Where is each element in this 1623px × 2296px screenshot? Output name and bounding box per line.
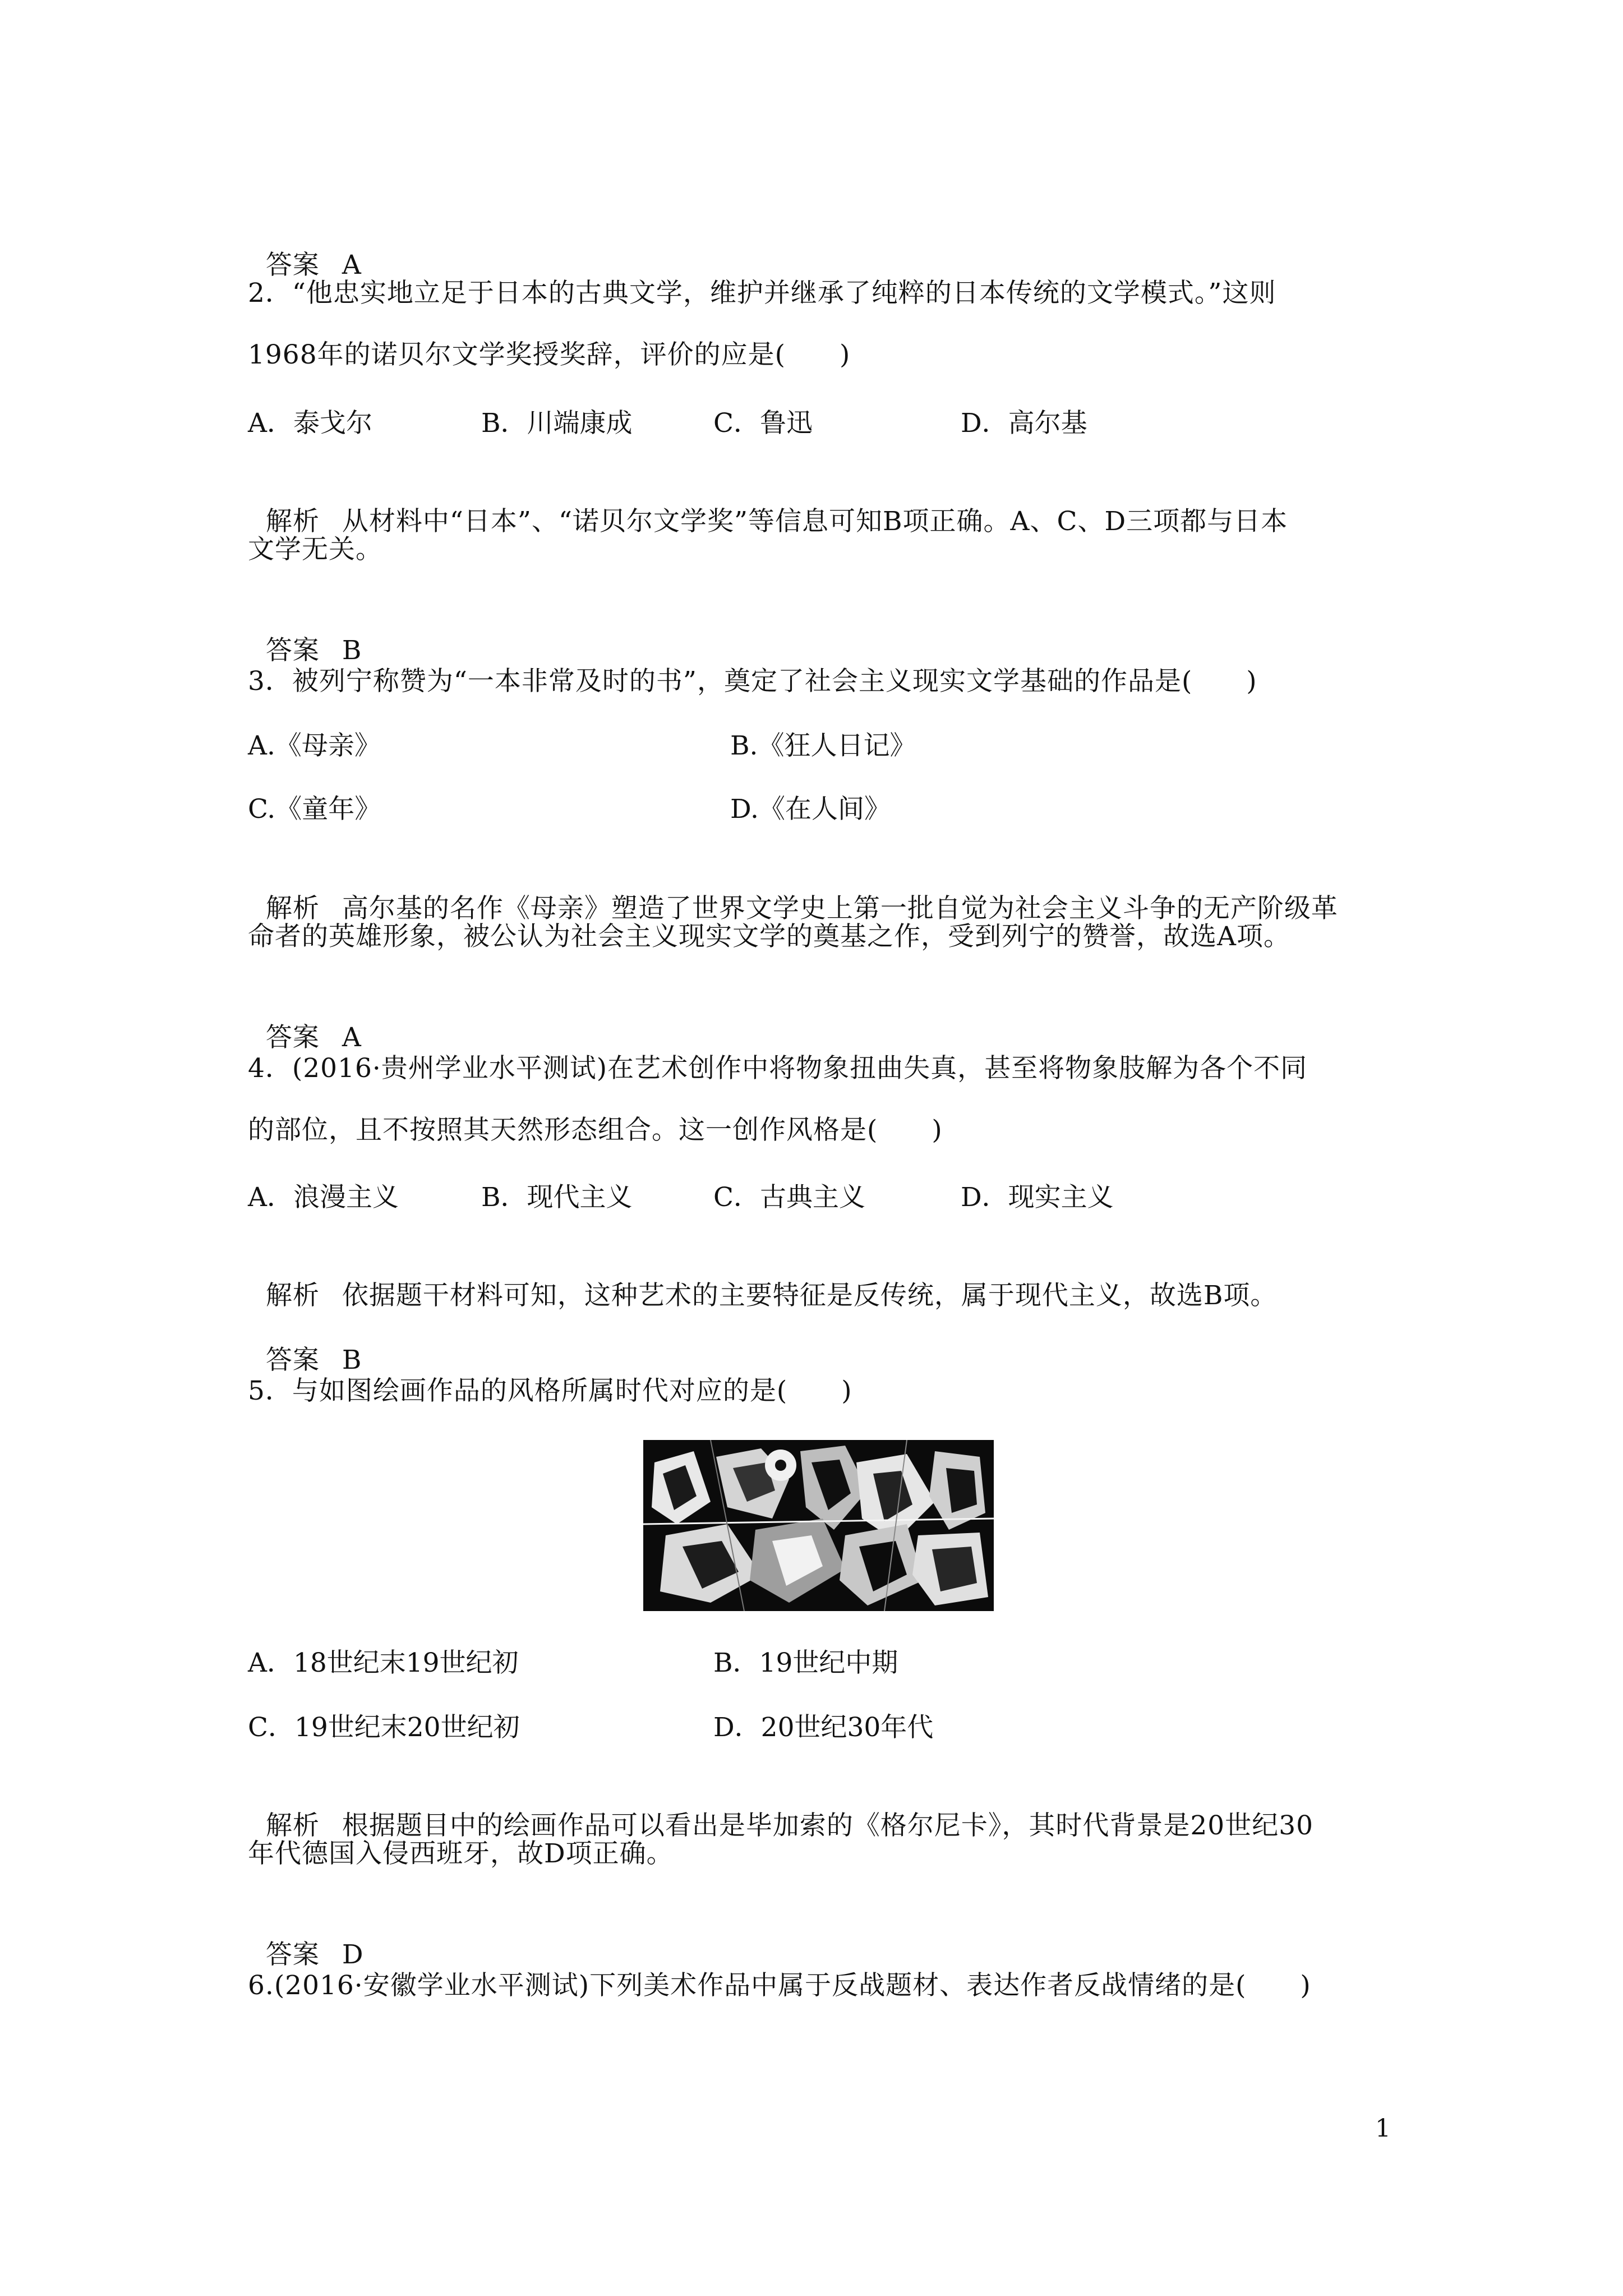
answer-value: A [342,1022,362,1053]
answer-value: A [342,250,362,280]
analysis-label: 解析 [265,1810,320,1841]
q5-option-d: D．20世纪30年代 [713,1712,934,1743]
q4-analysis-line1 [248,1245,1277,1313]
analysis-text: 从材料中“日本”、“诺贝尔文学奖”等信息可知B项正确。A、C、D三项都与日本 [342,506,1288,537]
q5-option-a: A．18世纪末19世纪初 [248,1648,519,1678]
q3-answer [248,987,362,1055]
q1-answer [248,215,362,282]
q6-stem-line1: 6.(2016·安徽学业水平测试)下列美术作品中属于反战题材、表达作者反战情绪的是( ) [248,1970,1311,2001]
answer-label: 答案 [265,1022,320,1053]
q5-answer [248,1904,364,1972]
q3-option-d: D.《在人间》 [730,794,891,825]
q3-option-a: A.《母亲》 [248,730,381,761]
q2-option-a: A．泰戈尔 [248,408,372,439]
q3-analysis-line1 [248,858,1338,926]
q4-option-c: C．古典主义 [713,1182,865,1213]
q3-analysis-line2: 命者的英雄形象，被公认为社会主义现实文学的奠基之作，受到列宁的赞誉，故选A项。 [248,921,1290,952]
q3-option-c: C.《童年》 [248,794,381,825]
analysis-label: 解析 [265,1280,320,1311]
answer-value: B [342,635,362,666]
analysis-text: 高尔基的名作《母亲》塑造了世界文学史上第一批自觉为社会主义斗争的无产阶级革 [342,893,1338,924]
q2-stem-line2: 1968年的诺贝尔文学奖授奖辞，评价的应是( ) [248,339,851,370]
answer-value: D [342,1939,364,1970]
q5-analysis-line2: 年代德国入侵西班牙，故D项正确。 [248,1838,674,1869]
q2-answer [248,600,362,668]
q5-option-c: C．19世纪末20世纪初 [248,1712,520,1743]
q5-option-b: B．19世纪中期 [713,1648,898,1678]
q2-option-b: B．川端康成 [481,408,633,439]
page-number: 1 [1375,2114,1391,2143]
analysis-text: 依据题干材料可知，这种艺术的主要特征是反传统，属于现代主义，故选B项。 [342,1280,1278,1311]
q3-option-b: B.《狂人日记》 [730,730,916,761]
answer-label: 答案 [265,250,320,280]
q2-analysis-line1 [248,471,1288,539]
q2-analysis-line2: 文学无关。 [248,534,382,565]
q4-answer [248,1310,362,1377]
analysis-label: 解析 [265,506,320,537]
q4-stem-line1: 4．(2016·贵州学业水平测试)在艺术创作中将物象扭曲失真，甚至将物象肢解为各个不同 [248,1053,1308,1084]
q5-stem-line1: 5．与如图绘画作品的风格所属时代对应的是( ) [248,1375,852,1406]
q4-option-b: B．现代主义 [481,1182,633,1213]
q5-analysis-line1 [248,1775,1313,1843]
q2-option-d: D．高尔基 [961,408,1087,439]
q4-option-d: D．现实主义 [961,1182,1114,1213]
answer-label: 答案 [265,1345,320,1375]
answer-value: B [342,1345,362,1375]
q3-stem-line1: 3．被列宁称赞为“一本非常及时的书”，奠定了社会主义现实文学基础的作品是( ) [248,666,1257,697]
answer-label: 答案 [265,1939,320,1970]
q4-option-a: A．浪漫主义 [248,1182,399,1213]
analysis-label: 解析 [265,893,320,924]
guernica-painting-image [643,1440,994,1611]
q2-stem-line1: 2．“他忠实地立足于日本的古典文学，维护并继承了纯粹的日本传统的文学模式。”这则 [248,278,1276,309]
q4-stem-line2: 的部位，且不按照其天然形态组合。这一创作风格是( ) [248,1115,943,1145]
analysis-text: 根据题目中的绘画作品可以看出是毕加索的《格尔尼卡》，其时代背景是20世纪30 [342,1810,1313,1841]
q2-option-c: C．鲁迅 [713,408,813,439]
answer-label: 答案 [265,635,320,666]
